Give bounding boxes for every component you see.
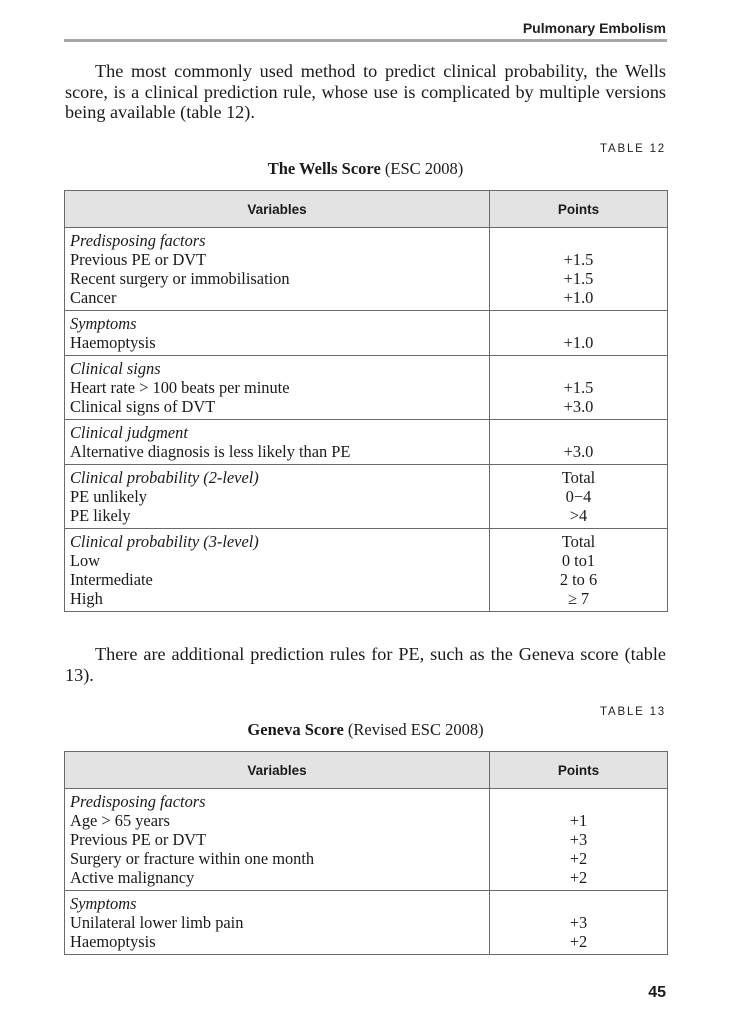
table-row bbox=[65, 228, 668, 311]
table-row bbox=[65, 789, 668, 891]
variable-label: Haemoptysis bbox=[70, 333, 156, 352]
variables-cell bbox=[65, 465, 490, 529]
variables-cell bbox=[65, 529, 490, 612]
points-value: 0 to1 bbox=[561, 551, 596, 570]
points-value: +3 bbox=[569, 830, 588, 849]
points-header: Points bbox=[490, 752, 668, 789]
points-total-label bbox=[490, 792, 667, 811]
table-row bbox=[65, 356, 668, 420]
variables-cell bbox=[65, 228, 490, 311]
category-label: Clinical signs bbox=[70, 359, 161, 378]
variable-label: Heart rate > 100 beats per minute bbox=[70, 378, 290, 397]
geneva-score-table bbox=[64, 751, 668, 955]
table-row bbox=[65, 465, 668, 529]
category-label: Predisposing factors bbox=[70, 792, 206, 811]
table-13-caption bbox=[64, 720, 667, 740]
points-total-label: Total bbox=[561, 532, 596, 551]
table-12-caption-source: (ESC 2008) bbox=[380, 159, 464, 178]
wells-score-table bbox=[64, 190, 668, 612]
category-label: Clinical judgment bbox=[70, 423, 188, 442]
variable-label: Haemoptysis bbox=[70, 932, 156, 951]
category-label: Predisposing factors bbox=[70, 231, 206, 250]
additional-paragraph: There are additional prediction rules for PE, such as the Geneva score (table 13). bbox=[65, 644, 666, 685]
points-value: +2 bbox=[569, 868, 588, 887]
points-value: >4 bbox=[569, 506, 588, 525]
points-value: +2 bbox=[569, 849, 588, 868]
variable-label: Surgery or fracture within one month bbox=[70, 849, 315, 868]
variable-label: Clinical signs of DVT bbox=[70, 397, 216, 416]
points-value: +3 bbox=[569, 913, 588, 932]
points-total-label bbox=[490, 314, 667, 333]
variables-cell bbox=[65, 311, 490, 356]
geneva-score-body bbox=[65, 789, 668, 955]
points-cell bbox=[490, 420, 668, 465]
variables-cell bbox=[65, 891, 490, 955]
variable-label: Cancer bbox=[70, 288, 117, 307]
variable-label: Recent surgery or immobilisation bbox=[70, 269, 290, 288]
table-row bbox=[65, 891, 668, 955]
points-total-label bbox=[490, 894, 667, 913]
variable-label: Previous PE or DVT bbox=[70, 830, 207, 849]
variables-header: Variables bbox=[65, 191, 490, 228]
variable-label: High bbox=[70, 589, 103, 608]
points-value: +1.5 bbox=[563, 250, 594, 269]
table-12-label: TABLE 12 bbox=[600, 143, 666, 155]
table-row bbox=[65, 311, 668, 356]
table-row bbox=[65, 420, 668, 465]
variables-cell bbox=[65, 356, 490, 420]
table-header-row bbox=[65, 752, 668, 789]
variable-label: Intermediate bbox=[70, 570, 153, 589]
variable-label: Age > 65 years bbox=[70, 811, 170, 830]
points-cell bbox=[490, 465, 668, 529]
points-value: +2 bbox=[569, 932, 588, 951]
points-value: +1.5 bbox=[563, 269, 594, 288]
points-cell bbox=[490, 529, 668, 612]
points-value: +3.0 bbox=[563, 397, 594, 416]
points-value: +1.5 bbox=[563, 378, 594, 397]
points-value: +1.0 bbox=[563, 333, 594, 352]
points-value: +3.0 bbox=[563, 442, 594, 461]
table-13-label: TABLE 13 bbox=[600, 706, 666, 718]
points-value: 0−4 bbox=[565, 487, 592, 506]
wells-score-body bbox=[65, 228, 668, 612]
intro-paragraph: The most commonly used method to predict clinical probability, the Wells score, is a clinical prediction rule, whose use is complicated by multiple versions being available (table 12). bbox=[65, 61, 666, 122]
points-total-label bbox=[490, 231, 667, 250]
points-total-label bbox=[490, 423, 667, 442]
points-value: +1 bbox=[569, 811, 588, 830]
category-label: Clinical probability (3-level) bbox=[70, 532, 259, 551]
table-13-caption-title: Geneva Score bbox=[247, 720, 344, 739]
variables-cell bbox=[65, 789, 490, 891]
points-value: ≥ 7 bbox=[567, 589, 590, 608]
variable-label: PE unlikely bbox=[70, 487, 147, 506]
points-cell bbox=[490, 311, 668, 356]
variables-header: Variables bbox=[65, 752, 490, 789]
variable-label: Previous PE or DVT bbox=[70, 250, 207, 269]
points-value: +1.0 bbox=[563, 288, 594, 307]
table-12-caption-title: The Wells Score bbox=[267, 159, 381, 178]
category-label: Symptoms bbox=[70, 314, 137, 333]
variables-cell bbox=[65, 420, 490, 465]
running-header: Pulmonary Embolism bbox=[522, 20, 666, 36]
points-cell bbox=[490, 891, 668, 955]
variable-label: Unilateral lower limb pain bbox=[70, 913, 244, 932]
category-label: Clinical probability (2-level) bbox=[70, 468, 259, 487]
points-cell bbox=[490, 789, 668, 891]
table-row bbox=[65, 529, 668, 612]
page-number: 45 bbox=[648, 984, 666, 1001]
variable-label: Alternative diagnosis is less likely than PE bbox=[70, 442, 351, 461]
category-label: Symptoms bbox=[70, 894, 137, 913]
points-header: Points bbox=[490, 191, 668, 228]
points-value: 2 to 6 bbox=[559, 570, 598, 589]
points-cell bbox=[490, 356, 668, 420]
table-12-caption bbox=[64, 159, 667, 179]
points-total-label: Total bbox=[561, 468, 596, 487]
variable-label: Low bbox=[70, 551, 101, 570]
variable-label: PE likely bbox=[70, 506, 131, 525]
points-cell bbox=[490, 228, 668, 311]
header-rule bbox=[64, 39, 667, 42]
table-header-row bbox=[65, 191, 668, 228]
variable-label: Active malignancy bbox=[70, 868, 195, 887]
table-13-caption-source: (Revised ESC 2008) bbox=[343, 720, 484, 739]
points-total-label bbox=[490, 359, 667, 378]
